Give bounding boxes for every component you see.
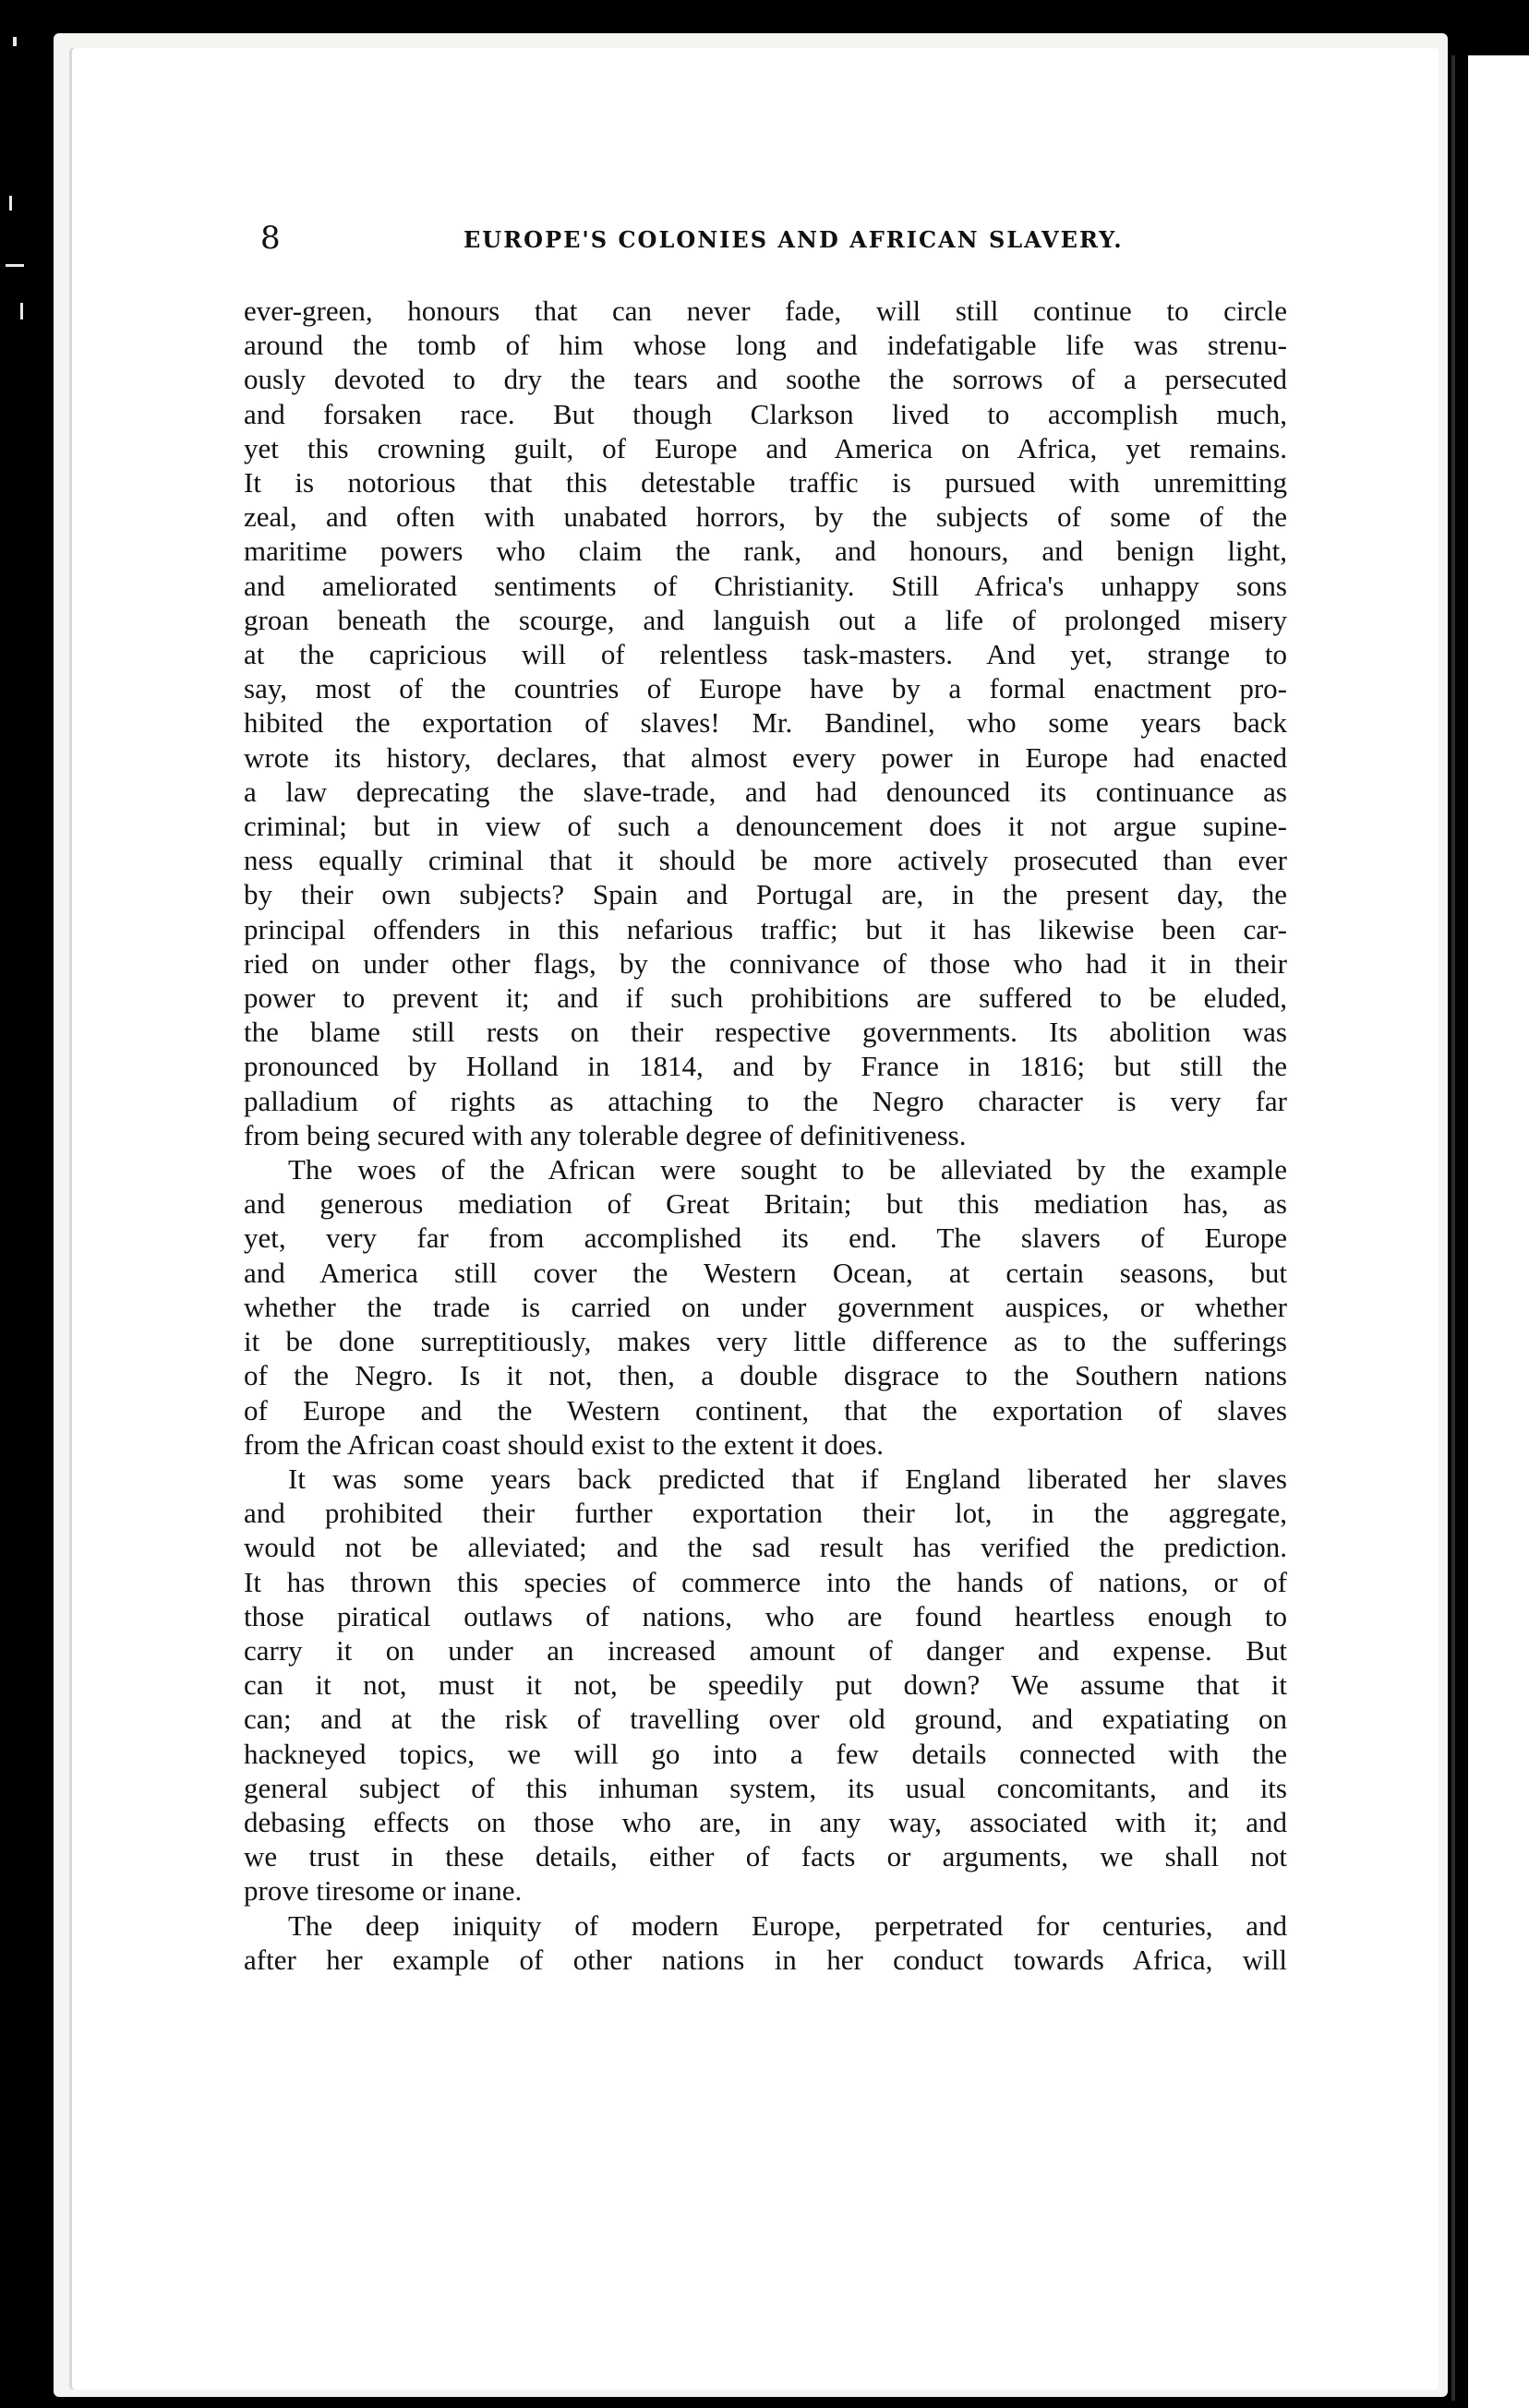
text-line: at the capricious will of relentless task-masters. And yet, strange to bbox=[244, 638, 1287, 671]
adjacent-page-edge bbox=[1468, 55, 1529, 2408]
text-line: and forsaken race. But though Clarkson lived to accomplish much, bbox=[244, 397, 1287, 430]
text-line: The deep iniquity of modern Europe, perpetrated for centuries, and bbox=[288, 1908, 1287, 1942]
text-line: yet this crowning guilt, of Europe and America on Africa, yet remains. bbox=[244, 431, 1287, 464]
scan-speck bbox=[20, 303, 23, 319]
text-line: the blame still rests on their respective governments. Its abolition was bbox=[244, 1016, 1287, 1049]
text-line: it be done surreptitiously, makes very little difference as to the sufferings bbox=[244, 1325, 1287, 1358]
running-head: EUROPE'S COLONIES AND AFRICAN SLAVERY. bbox=[464, 226, 1124, 253]
text-line: general subject of this inhuman system, its usual concomitants, and its bbox=[244, 1771, 1287, 1804]
text-line: maritime powers who claim the rank, and honours, and benign light, bbox=[244, 535, 1287, 568]
text-line: ried on under other flags, by the connivance of those who had it in their bbox=[244, 946, 1287, 980]
text-line: by their own subjects? Spain and Portugal are, in the present day, the bbox=[244, 878, 1287, 911]
text-line: carry it on under an increased amount of danger and expense. But bbox=[244, 1633, 1287, 1667]
page-number: 8 bbox=[260, 220, 281, 257]
text-line: wrote its history, declares, that almost every power in Europe had enacted bbox=[244, 740, 1287, 774]
text-line: ness equally criminal that it should be more actively prosecuted than ever bbox=[244, 844, 1287, 877]
text-line: power to prevent it; and if such prohibitions are suffered to be eluded, bbox=[244, 981, 1287, 1015]
text-line: from the African coast should exist to the extent it does. bbox=[244, 1427, 885, 1461]
text-line: around the tomb of him whose long and indefatigable life was strenu- bbox=[244, 329, 1287, 362]
text-line: The woes of the African were sought to be alleviated by the example bbox=[288, 1153, 1287, 1186]
text-line: and prohibited their further exportation their lot, in the aggregate, bbox=[244, 1497, 1287, 1530]
page-gutter bbox=[1451, 55, 1455, 2401]
text-line: pronounced by Holland in 1814, and by France in 1816; but still the bbox=[244, 1050, 1287, 1083]
text-line: ever-green, honours that can never fade, will still continue to circle bbox=[244, 295, 1287, 327]
text-line: hackneyed topics, we will go into a few details connected with the bbox=[244, 1737, 1287, 1770]
text-line: can it not, must it not, be speedily put down? We assume that it bbox=[244, 1668, 1287, 1702]
scan-speck bbox=[9, 196, 12, 211]
text-line: would not be alleviated; and the sad result has verified the prediction. bbox=[244, 1531, 1287, 1564]
text-line: and ameliorated sentiments of Christianity. Still Africa's unhappy sons bbox=[244, 569, 1287, 602]
text-line: debasing effects on those who are, in any way, associated with it; and bbox=[244, 1805, 1287, 1838]
text-line: zeal, and often with unabated horrors, by the subjects of some of the bbox=[244, 500, 1287, 534]
text-line: principal offenders in this nefarious traffic; but it has likewise been car- bbox=[244, 912, 1287, 945]
text-line: say, most of the countries of Europe have by a formal enactment pro- bbox=[244, 672, 1287, 705]
text-line: and generous mediation of Great Britain; but this mediation has, as bbox=[244, 1187, 1287, 1221]
page-header bbox=[260, 220, 1293, 257]
text-line: palladium of rights as attaching to the Negro character is very far bbox=[244, 1084, 1287, 1117]
text-line: those piratical outlaws of nations, who are found heartless enough to bbox=[244, 1599, 1287, 1632]
text-line: prove tiresome or inane. bbox=[244, 1874, 523, 1908]
text-line: from being secured with any tolerable degree of definitiveness. bbox=[244, 1118, 967, 1151]
text-line: groan beneath the scourge, and languish out a life of prolonged misery bbox=[244, 603, 1287, 636]
text-line: hibited the exportation of slaves! Mr. Bandinel, who some years back bbox=[244, 706, 1287, 740]
text-line: a law deprecating the slave-trade, and had denounced its continuance as bbox=[244, 775, 1287, 808]
text-line: It is notorious that this detestable traffic is pursued with unremitting bbox=[244, 466, 1287, 500]
text-line: ously devoted to dry the tears and soothe the sorrows of a persecuted bbox=[244, 363, 1287, 396]
text-line: we trust in these details, either of facts or arguments, we shall not bbox=[244, 1840, 1287, 1873]
text-line: after her example of other nations in her conduct towards Africa, will bbox=[244, 1943, 1287, 1976]
text-line: It was some years back predicted that if England liberated her slaves bbox=[288, 1462, 1287, 1495]
text-line: criminal; but in view of such a denouncement does it not argue supine- bbox=[244, 810, 1287, 843]
text-line: of the Negro. Is it not, then, a double disgrace to the Southern nations bbox=[244, 1359, 1287, 1392]
body-text bbox=[244, 294, 1287, 1977]
text-line: of Europe and the Western continent, that the exportation of slaves bbox=[244, 1393, 1287, 1427]
text-line: and America still cover the Western Ocean, at certain seasons, but bbox=[244, 1256, 1287, 1289]
scan-speck bbox=[6, 264, 24, 267]
text-line: yet, very far from accomplished its end. The slavers of Europe bbox=[244, 1222, 1287, 1255]
scan-speck bbox=[13, 37, 17, 46]
text-line: can; and at the risk of travelling over old ground, and expatiating on bbox=[244, 1703, 1287, 1736]
text-line: whether the trade is carried on under government auspices, or whether bbox=[244, 1290, 1287, 1323]
text-line: It has thrown this species of commerce into the hands of nations, or of bbox=[244, 1565, 1287, 1598]
